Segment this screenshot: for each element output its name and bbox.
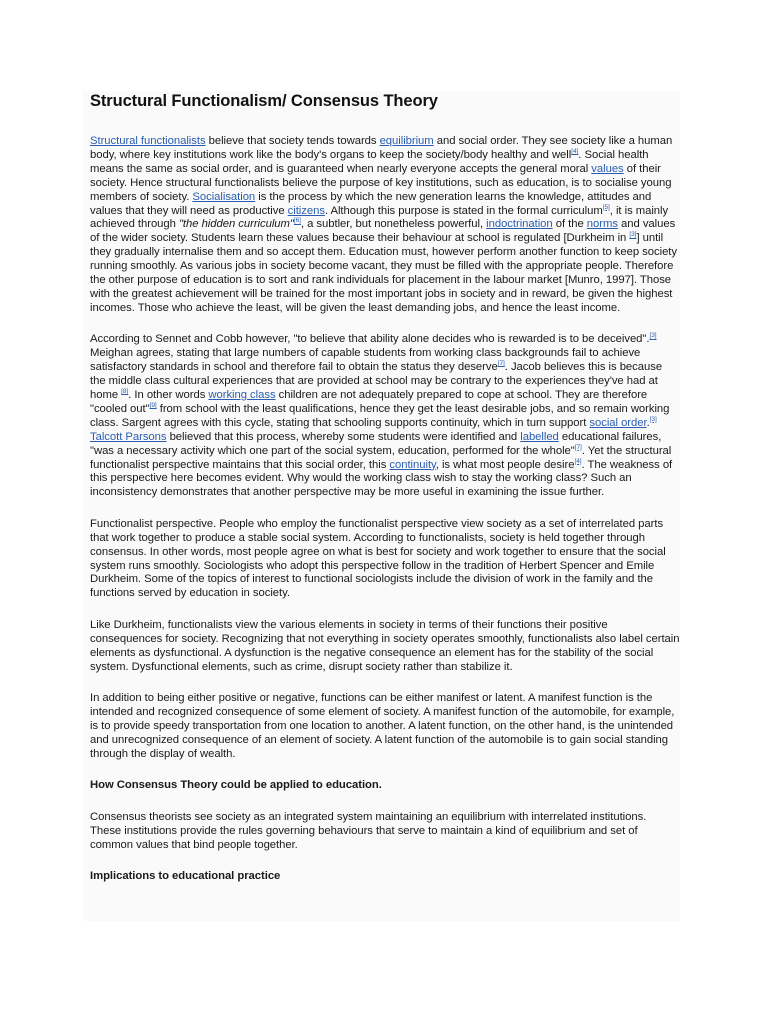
link-working-class[interactable]: working class [208,389,276,401]
p2-text-7: . [646,416,650,429]
hidden-curriculum-quote: "the hidden curriculum" [178,218,294,231]
document-content [90,92,680,884]
ref-label[interactable]: [6] [293,217,301,225]
ref-9[interactable] [150,402,157,409]
p1-text-10: and values of the wider society. Students learn these values because their behaviour at school is regulated [Durkheim in [90,218,676,245]
p2-text-9: believed that this process, whereby some students were identified and [166,430,521,443]
p2-text-3: . Jacob believes this is because the middle class cultural experiences that are provided at school may be contrary to the experiences they've had at home [90,361,663,401]
link-citizens[interactable]: citizens [287,204,325,217]
heading-implications: Implications to educational practice [90,870,281,883]
p2-text-5: children are not adequately prepared to cope at school. They are therefore "cooled out" [90,389,648,415]
ref-7[interactable] [498,360,505,367]
link-continuity[interactable]: continuity [389,458,436,471]
link-talcott-parsons[interactable]: Talcott Parsons [90,430,167,443]
paragraph-1 [90,135,680,316]
ref-7[interactable] [575,444,582,451]
p1-text-3: . Social health means the same as social order, and is guaranteed when nearly everyone accepts the general moral [90,148,649,175]
p2-text-11: . Yet the structural functionalist perspective maintains that this social order, this [90,444,672,471]
link-labelled[interactable]: labelled [520,430,559,443]
heading-consensus-education: How Consensus Theory could be applied to education. [90,779,382,792]
p1-text-11: ] until they gradually internalise them and so accept them. Education must, however perform another function to keep society running smoothly. As various jobs in society become vacant, they must be filled with the appropriate people. Therefore the other purpose of education is to sort and rank individuals for placement in the labour market [Munro, 1997]. Those with the greatest achievement will be trained for the most important jobs in society and in reward, be given the highest incomes. Those who achieve the least, will be given the least demanding jobs, and hence the least income. [90,232,677,314]
p1-text-7: , it is mainly achieved through [90,204,669,231]
paragraph-5: In addition to being either positive or negative, functions can be either manifest or latent. A manifest function is the intended and recognized consequence of some element of society. A manifest function of the automobile, for example, is to provide speedy transportation from one location to another. A latent function, on the other hand, is the unintended and unrecognized consequence of an element of society. A latent function of the automobile is to gain social standing through the display of wealth. [90,692,675,760]
ref-3[interactable] [650,416,657,423]
ref-label[interactable]: [5] [602,203,610,211]
p2-text-1: According to Sennet and Cobb however, "to believe that ability alone decides who is rewarded is to be deceived". [90,333,650,346]
paragraph-3: Functionalist perspective. People who employ the functionalist perspective view society as a set of interrelated parts that work together to produce a stable social system. According to functionalists, society is held together through consensus. In other words, most people agree on what is best for society and work together to ensure that the social system runs smoothly. Sociologists who adopt this perspective follow in the tradition of Herbert Spencer and Emile Durkheim. Some of the topics of interest to functional sociologists include the division of work in the family and the functions served by education in society. [90,517,666,600]
ref-label[interactable]: [4] [574,457,582,465]
p1-text-8: , a subtler, but nonetheless powerful, [300,218,487,231]
paragraph-6: Consensus theorists see society as an integrated system maintaining an equilibrium with interrelated institutions. These institutions provide the rules governing behaviours that serve to maintain a kind of equilibrium and set of common values that bind people together. [90,810,647,851]
p1-text-1: believe that society tends towards [205,135,380,147]
link-socialisation[interactable]: Socialisation [192,190,256,203]
p1-text-5: is the process by which the new generation learns the knowledge, attitudes and values that they will need as productive [90,190,652,217]
p2-text-12: , is what most people desire [435,458,575,471]
ref-label[interactable]: [4] [571,148,579,156]
ref-5[interactable] [603,204,610,211]
paragraph-4: Like Durkheim, functionalists view the various elements in society in terms of their functions their positive consequences for society. Recognizing that not everything in society operates smoothly, functionalists also label certain elements as dysfunctional. A dysfunction is the negative consequence an element has for the stability of the social system. Dysfunctional elements, such as crime, disrupt society rather than stabilize it. [90,618,680,673]
ref-4[interactable] [574,458,581,465]
page-title: Structural Functionalism/ Consensus Theory [90,92,438,110]
ref-label[interactable]: [7] [497,360,505,368]
link-equilibrium[interactable]: equilibrium [379,135,434,147]
link-structural-functionalists[interactable]: Structural functionalists [90,135,206,147]
p1-text-9: of the [552,218,587,231]
link-indoctrination[interactable]: indoctrination [486,218,553,231]
p2-text-4: . In other words [128,389,209,401]
p2-text-10: educational failures, "was a necessary activity which one part of the social system, education, performed for the whole" [90,430,662,457]
ref-3[interactable] [649,333,656,340]
ref-label[interactable]: [3] [649,332,657,340]
link-social-order[interactable]: social order [589,416,647,429]
ref-label[interactable]: [3] [649,416,657,424]
p1-text-2: and social order. They see society like a human body, where key institutions work like the body's organs to keep the society/body healthy and well [90,135,673,161]
ref-label[interactable]: [3] [629,231,637,239]
link-norms[interactable]: norms [586,218,618,231]
ref-label[interactable]: [9] [149,402,157,410]
ref-label[interactable]: [8] [121,388,129,396]
p1-text-4: of their society. Hence structural functionalists believe the purpose of key institutions, such as education, is to socialise young members of society. [90,162,672,203]
p2-text-6: from school with the least qualifications, hence they get the least desirable jobs, and so remain working class. Sargent agrees with this cycle, stating that schooling supports continuity, which in turn support [90,402,670,429]
paragraph-2 [90,333,680,500]
p2-text-13: . The weakness of this perspective here becomes evident. Why would the working class wish to stay the working class? Such an inconsistency demonstrates that another perspective may be more useful in examining the issue further. [90,458,673,499]
ref-6[interactable] [294,218,301,225]
ref-label[interactable]: [7] [574,443,582,451]
link-values[interactable]: values [591,162,624,175]
p1-text-6: . Although this purpose is stated in the formal curriculum [324,204,603,217]
p2-text-2: Meighan agrees, stating that large numbers of capable students from working class backgrounds fail to achieve satisfactory standards in school and therefore fail to obtain the status they deserve [90,347,641,374]
